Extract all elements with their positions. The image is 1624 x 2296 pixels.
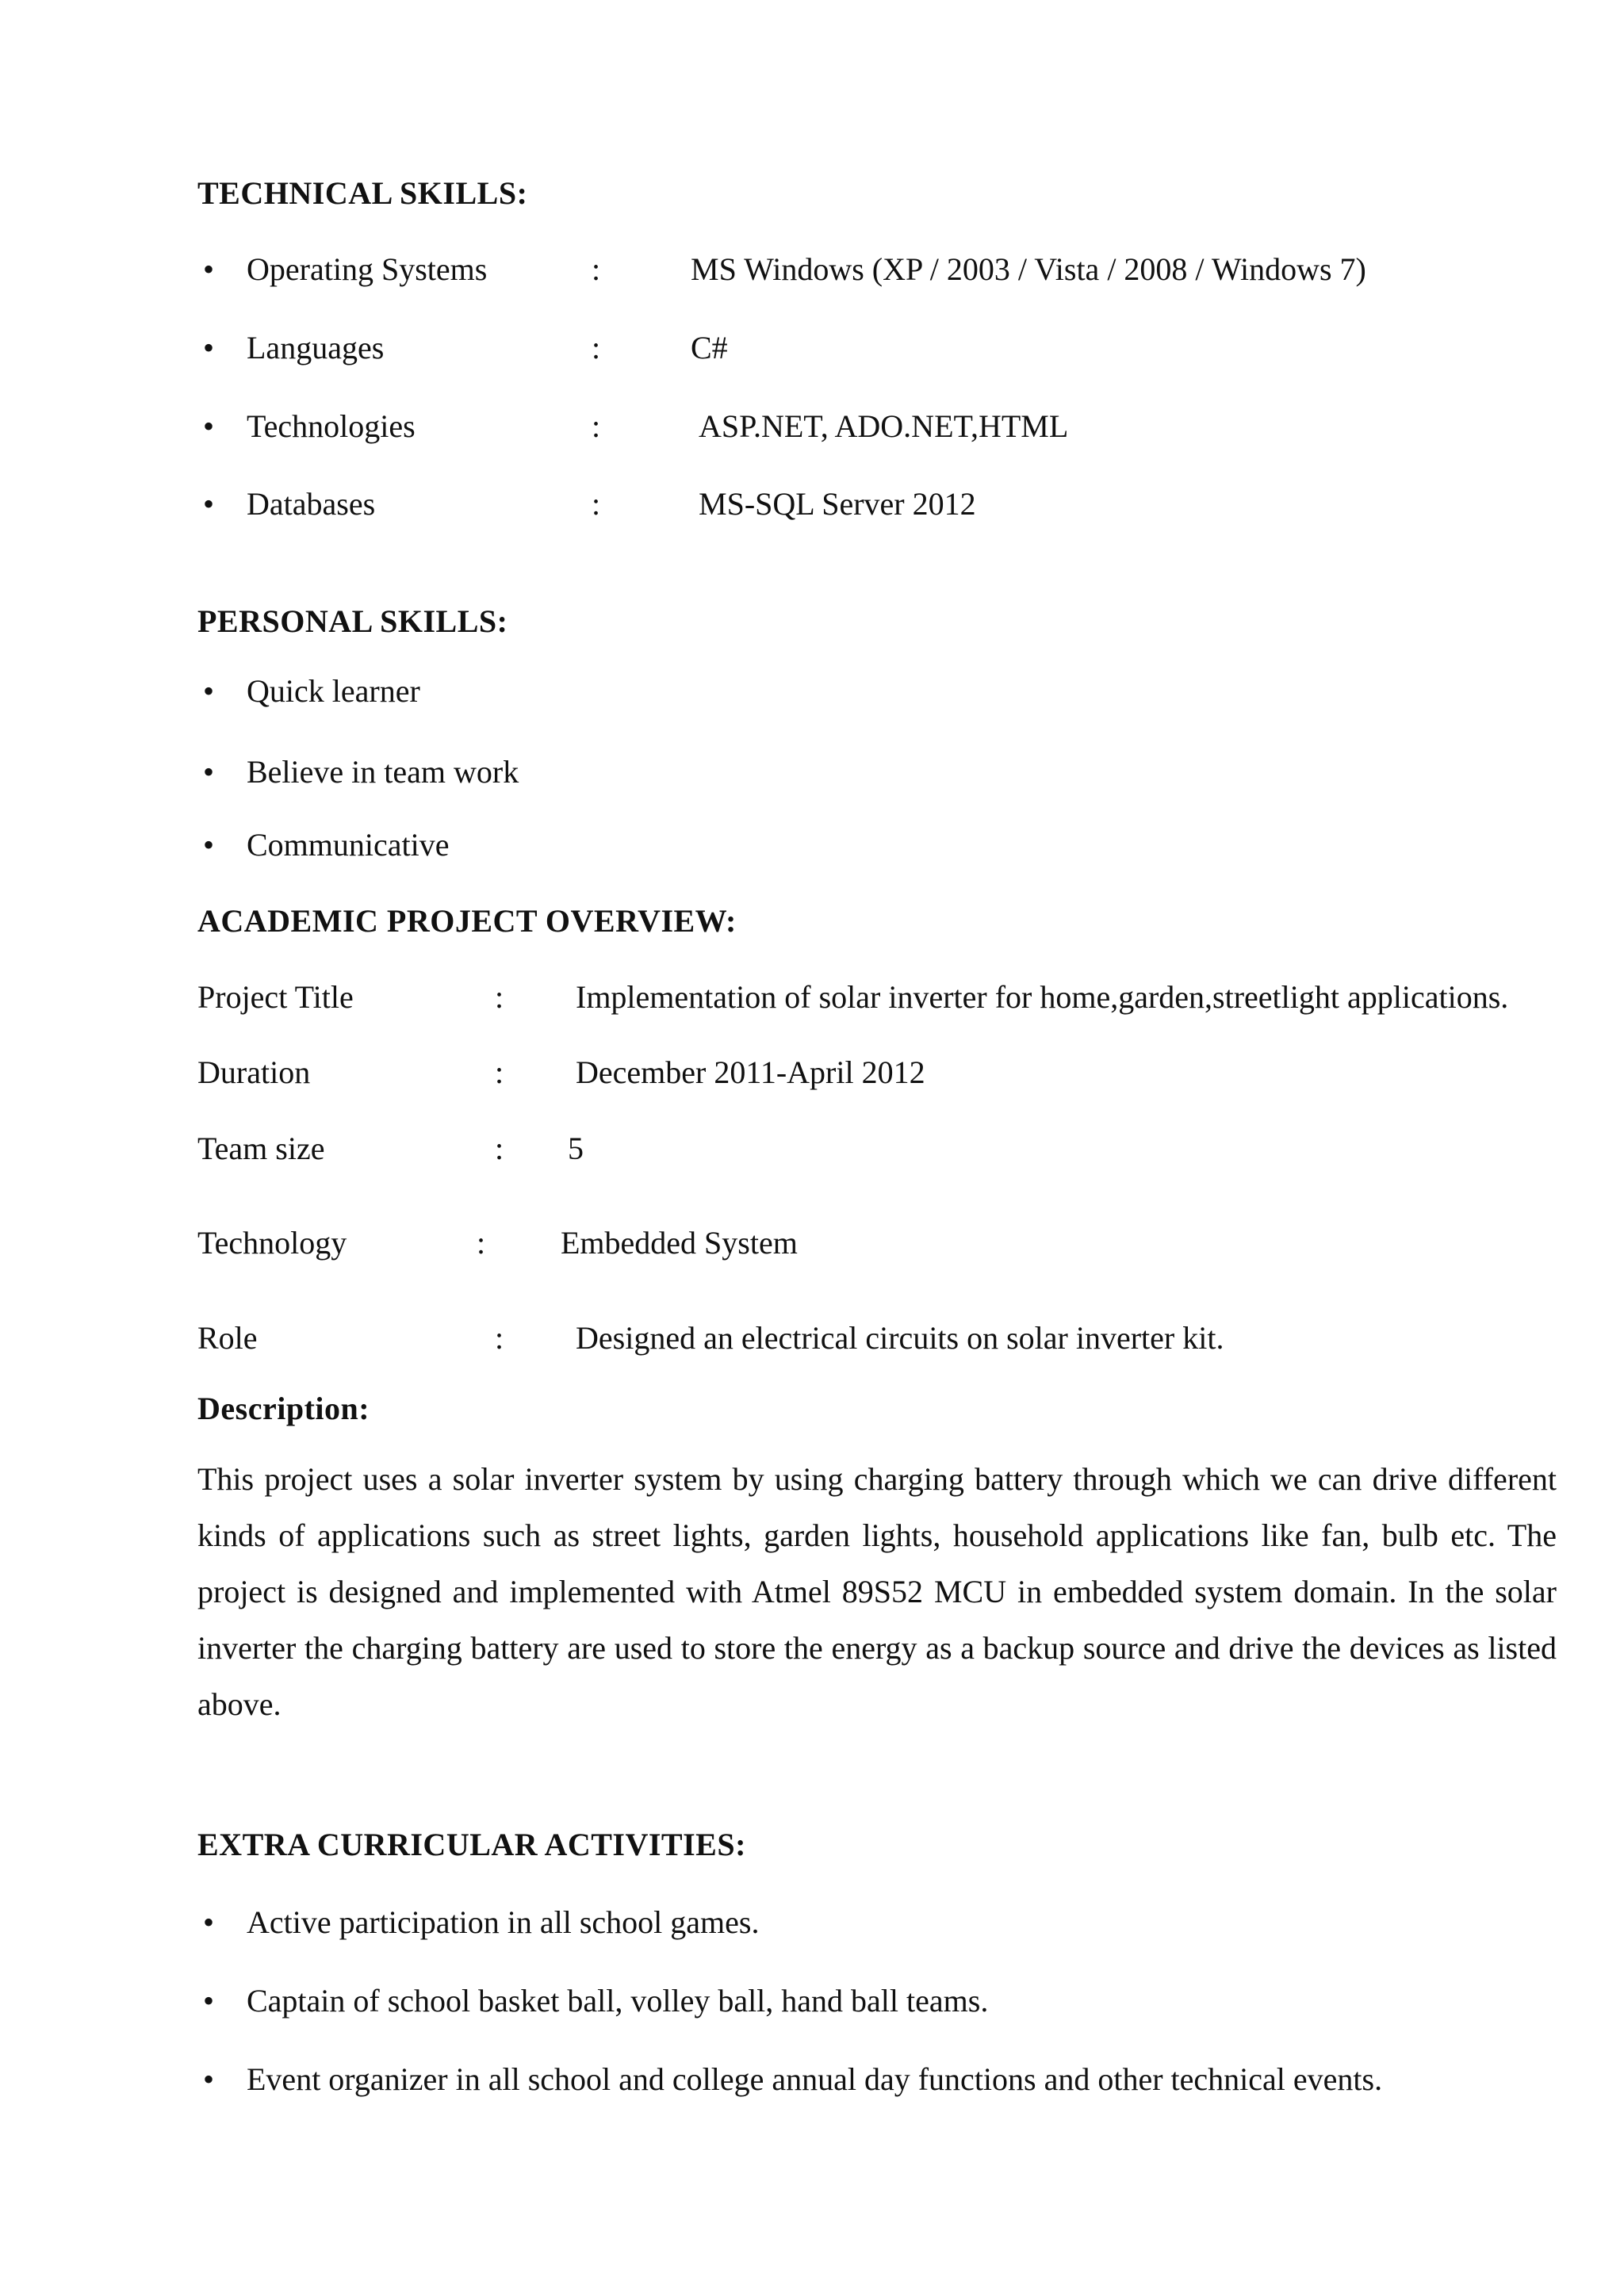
skill-label: Operating Systems — [247, 251, 488, 287]
skill-separator: : — [592, 408, 601, 444]
bullet-icon: • — [203, 1904, 215, 1940]
skill-value: C# — [691, 330, 728, 365]
skill-separator: : — [592, 251, 601, 287]
personal-skill: Believe in team work — [247, 754, 519, 790]
detail-value: Embedded System — [561, 1225, 798, 1261]
skill-label: Languages — [247, 330, 385, 365]
project-overview-heading: ACADEMIC PROJECT OVERVIEW: — [197, 903, 737, 939]
skill-value: ASP.NET, ADO.NET,HTML — [699, 408, 1069, 444]
activity-item: Event organizer in all school and college annual day functions and other technical events. — [247, 2061, 1383, 2097]
description-paragraph: This project uses a solar inverter system by using charging battery through which we can drive different kinds of applications such as street lights, garden lights, household applications like fan, bulb etc. The project is designed and implemented with Atmel 89S52 MCU in embedded system domain. In the solar inverter the charging battery are used to store the energy as a backup source and drive the devices as listed above. — [197, 1461, 1557, 1722]
bullet-icon: • — [203, 1983, 215, 2019]
bullet-icon: • — [203, 754, 215, 790]
detail-label: Project Title — [197, 979, 354, 1015]
bullet-icon: • — [203, 330, 215, 365]
skill-label: Technologies — [247, 408, 416, 444]
detail-label: Duration — [197, 1054, 311, 1090]
bullet-icon: • — [203, 827, 215, 863]
detail-separator: : — [495, 1320, 504, 1356]
bullet-icon: • — [203, 2061, 215, 2097]
detail-label: Team size — [197, 1131, 325, 1166]
detail-separator: : — [477, 1225, 486, 1261]
personal-skill: Communicative — [247, 827, 450, 863]
bullet-icon: • — [203, 408, 215, 444]
skill-separator: : — [592, 486, 601, 522]
detail-label: Technology — [197, 1225, 347, 1261]
bullet-icon: • — [203, 251, 215, 287]
detail-separator: : — [495, 1131, 504, 1166]
detail-separator: : — [495, 979, 504, 1015]
activity-item: Captain of school basket ball, volley ball, hand ball teams. — [247, 1983, 989, 2019]
bullet-icon: • — [203, 673, 215, 709]
technical-skills-heading: TECHNICAL SKILLS: — [197, 175, 528, 211]
detail-value: Implementation of solar inverter for home,garden,streetlight applications. — [576, 979, 1509, 1015]
skill-separator: : — [592, 330, 601, 365]
detail-label: Role — [197, 1320, 258, 1356]
detail-value: Designed an electrical circuits on solar inverter kit. — [576, 1320, 1224, 1356]
detail-separator: : — [495, 1054, 504, 1090]
description-heading: Description: — [197, 1391, 370, 1426]
detail-value: 5 — [568, 1131, 584, 1166]
extra-curricular-heading: EXTRA CURRICULAR ACTIVITIES: — [197, 1827, 746, 1862]
skill-value: MS Windows (XP / 2003 / Vista / 2008 / Windows 7) — [691, 251, 1366, 287]
personal-skill: Quick learner — [247, 673, 420, 709]
personal-skills-heading: PERSONAL SKILLS: — [197, 603, 508, 639]
skill-label: Databases — [247, 486, 376, 522]
activity-item: Active participation in all school games. — [247, 1904, 760, 1940]
skill-value: MS-SQL Server 2012 — [699, 486, 976, 522]
bullet-icon: • — [203, 486, 215, 522]
detail-value: December 2011-April 2012 — [576, 1054, 925, 1090]
